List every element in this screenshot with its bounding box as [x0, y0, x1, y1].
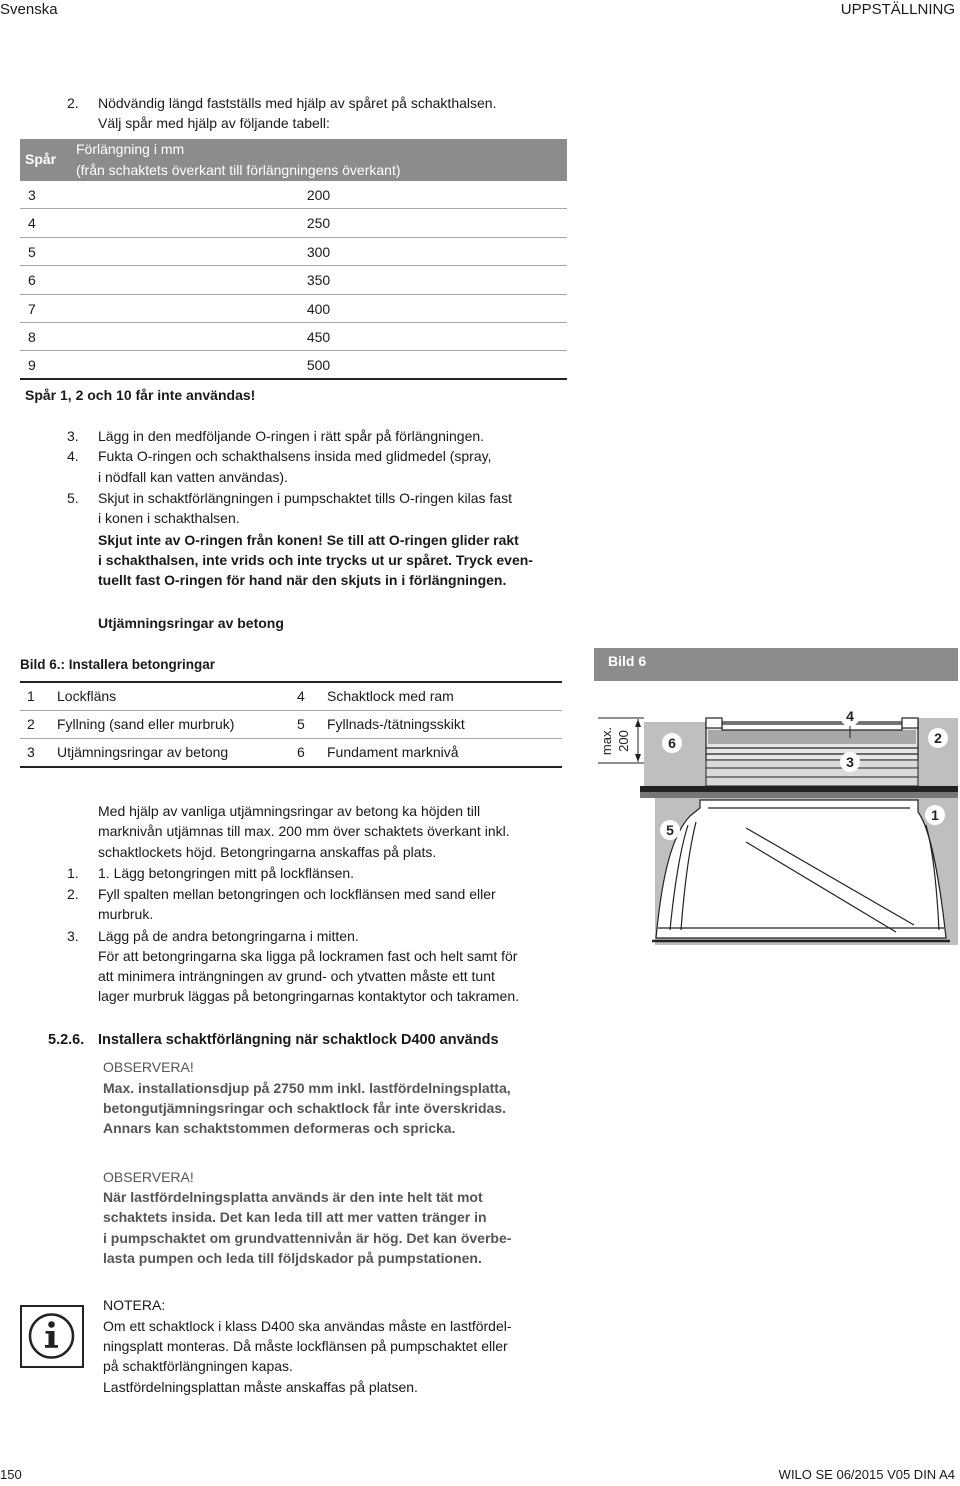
callout-3: [840, 752, 860, 772]
caution-label: OBSERVERA!: [103, 1059, 194, 1075]
dimension-label-max: max.: [599, 726, 614, 756]
header-chapter: UPPSTÄLLNING: [840, 1, 955, 18]
slot-cell: 8: [28, 328, 36, 345]
slot-extension-table: [20, 139, 567, 380]
caution-text-line: betongutjämningsringar och schaktlock får inte överskridas.: [103, 1100, 506, 1116]
length-cell: 200: [306, 187, 331, 203]
step-text-line: För att betongringarna ska ligga på lockramen fast och helt samt för: [98, 948, 518, 964]
step-number: 2.: [67, 95, 79, 111]
caution-text-line: i pumpschaktet om grundvattennivån är hög. Det kan överbe-: [103, 1230, 512, 1246]
callout-label: 2: [934, 730, 942, 746]
concrete-rings: [706, 760, 918, 786]
table-row: [20, 295, 567, 323]
legend-number: 4: [297, 688, 305, 704]
step-text-line: att minimera inträngningen av grund- och ytvatten måste ett tunt: [98, 968, 495, 984]
step-text-line: i nödfall kan vatten användas).: [98, 469, 288, 485]
length-cell: 450: [306, 328, 331, 345]
shaft-cover-frame: [706, 718, 918, 760]
o-ring-warning-line: tuellt fast O-ringen för hand när den skjuts in i förlängningen.: [98, 572, 507, 588]
step-number: 5.: [67, 490, 79, 506]
legend-number: 5: [297, 715, 305, 732]
table-header: [20, 139, 567, 181]
info-icon-glyph: [22, 1307, 81, 1365]
note-label: NOTERA:: [103, 1297, 166, 1313]
legend-number: 3: [27, 743, 35, 760]
step-text-line: murbruk.: [98, 906, 154, 922]
step-text-line: Lägg in den medföljande O-ringen i rätt spår på förlängningen.: [98, 428, 485, 444]
ground-left: [644, 722, 706, 786]
note-text-line: Lastfördelningsplattan måste anskaffas på platsen.: [103, 1379, 418, 1395]
legend-text: Fyllnads-/tätningsskikt: [327, 715, 465, 732]
o-ring-warning-line: Skjut inte av O-ringen från konen! Se till att O-ringen glider rakt: [98, 532, 519, 548]
column-header-length: Förlängning i mm: [76, 141, 185, 157]
section-title: Installera schaktförlängning när schaktlock D400 används: [98, 1032, 499, 1048]
caution-text-line: schaktets insida. Det kan leda till att mer vatten tränger in: [103, 1209, 487, 1225]
caution-text-line: Annars kan schaktstommen deformeras och spricka.: [103, 1120, 456, 1136]
step-number: 3.: [67, 928, 79, 944]
length-cell: 350: [306, 272, 331, 289]
callout-1: [925, 805, 945, 825]
legend-text: Schaktlock med ram: [327, 688, 454, 704]
slot-cell: 7: [28, 300, 36, 317]
length-cell: 500: [306, 357, 331, 374]
step-text-line: Lägg på de andra betongringarna i mitten.: [98, 928, 359, 944]
table-row: [20, 238, 567, 266]
column-header-length-note: (från schaktets överkant till förlängningens överkant): [76, 162, 401, 178]
o-ring-warning-line: i schakthalsen, inte vrids och inte trycks ut ur spåret. Tryck even-: [98, 552, 533, 568]
legend-text: Fyllning (sand eller murbruk): [57, 715, 235, 732]
figure-legend: [20, 681, 562, 768]
step-number: 2.: [67, 886, 79, 902]
callout-label: 3: [846, 754, 854, 770]
note-text-line: på schaktförlängningen kapas.: [103, 1358, 293, 1374]
length-cell: 400: [306, 300, 331, 317]
paragraph-line: schaktlockets höjd. Betongringarna anskaffas på plats.: [98, 844, 437, 860]
section-number: 5.2.6.: [48, 1032, 85, 1048]
shaft-body: [652, 800, 950, 941]
slot-cell: 5: [28, 243, 36, 260]
figure-title: Bild 6: [608, 653, 647, 669]
caution-label: OBSERVERA!: [103, 1169, 194, 1185]
slot-cell: 9: [28, 357, 36, 374]
step-number: 1.: [67, 865, 79, 881]
slot-cell: 3: [28, 187, 36, 203]
step-text-line: i konen i schakthalsen.: [98, 510, 240, 526]
legend-text: Lockfläns: [57, 688, 117, 704]
step-text-line: Nödvändig längd fastställs med hjälp av spåret på schakthalsen.: [98, 95, 497, 111]
step-text-line: Fyll spalten mellan betongringen och lockflänsen med sand eller: [98, 886, 496, 902]
callout-label: 5: [666, 822, 674, 838]
cover-flange: [640, 786, 958, 798]
figure-caption: Bild 6.: Installera betongringar: [20, 657, 216, 672]
dimension-label-value: 200: [616, 730, 631, 752]
table-row: [20, 181, 567, 209]
step-text-line: Fukta O-ringen och schakthalsens insida med glidmedel (spray,: [98, 448, 492, 464]
caution-text-line: Max. installationsdjup på 2750 mm inkl. lastfördelningsplatta,: [103, 1080, 511, 1096]
slot-warning: Spår 1, 2 och 10 får inte användas!: [25, 387, 256, 403]
callout-2: [928, 728, 948, 748]
slot-cell: 4: [28, 215, 36, 232]
length-cell: 250: [306, 215, 331, 232]
note-text-line: ningsplatt monteras. Då måste lockflänsen på pumpschaktet eller: [103, 1338, 508, 1354]
subheading: Utjämningsringar av betong: [98, 615, 284, 631]
legend-row: [20, 739, 562, 767]
header-language: Svenska: [0, 1, 58, 18]
document-id: WILO SE 06/2015 V05 DIN A4: [778, 1467, 955, 1482]
legend-number: 2: [27, 715, 35, 732]
step-text-line: Skjut in schaktförlängningen i pumpschaktet tills O-ringen kilas fast: [98, 490, 512, 506]
table-row: [20, 266, 567, 294]
info-icon: [20, 1305, 84, 1368]
note-text-line: Om ett schaktlock i klass D400 ska användas måste en lastfördel-: [103, 1318, 512, 1334]
table-row: [20, 351, 567, 379]
caution-text-line: lasta pumpen och leda till följdskador på pumpstationen.: [103, 1250, 482, 1266]
paragraph-line: marknivån utjämnas till max. 200 mm över schaktets överkant inkl.: [98, 823, 510, 839]
step-text-line: lager murbruk läggas på betongringarnas kontaktytor och takramen.: [98, 988, 520, 1004]
callout-5: [660, 820, 680, 840]
figure-6-diagram: [596, 700, 958, 955]
table-row: [20, 209, 567, 237]
caution-text-line: När lastfördelningsplatta används är den inte helt tät mot: [103, 1189, 483, 1205]
legend-text: Utjämningsringar av betong: [57, 743, 229, 760]
legend-row: [20, 711, 562, 739]
slot-cell: 6: [28, 272, 36, 289]
length-cell: 300: [306, 243, 331, 260]
callout-label: 4: [846, 708, 854, 724]
column-header-slot: Spår: [25, 151, 57, 167]
callout-label: 1: [931, 807, 939, 823]
legend-number: 1: [27, 688, 35, 704]
paragraph-line: Med hjälp av vanliga utjämningsringar av betong ka höjden till: [98, 803, 481, 819]
legend-number: 6: [297, 743, 305, 760]
legend-row: [20, 683, 562, 711]
step-text-line: 1. Lägg betongringen mitt på lockflänsen.: [98, 865, 355, 881]
callout-6: [662, 733, 682, 753]
step-number: 4.: [67, 448, 79, 464]
callout-label: 6: [668, 735, 676, 751]
table-row: [20, 323, 567, 351]
step-text-line: Välj spår med hjälp av följande tabell:: [98, 115, 330, 131]
page-number: 150: [0, 1467, 22, 1482]
legend-text: Fundament marknivå: [327, 743, 459, 760]
figure-title-bar: [594, 648, 958, 681]
step-number: 3.: [67, 428, 79, 444]
